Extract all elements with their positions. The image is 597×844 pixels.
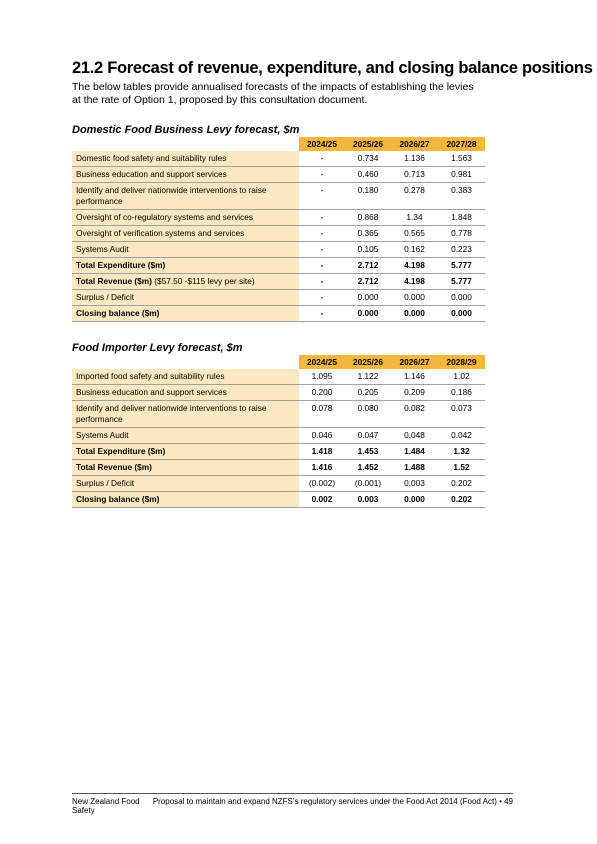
table-row: [72, 428, 485, 444]
row-label-text: Identify and deliver nationwide interventions to raise performance: [76, 403, 267, 424]
value-cell: 0.223: [438, 242, 485, 258]
row-label: [72, 385, 299, 401]
value-cell: (0.002): [299, 476, 345, 492]
value-cell: 0.003: [391, 476, 438, 492]
row-label: [72, 183, 299, 210]
domestic-levy-table: [72, 137, 485, 322]
header-blank-cell: [72, 137, 299, 151]
page-footer: [72, 793, 513, 815]
column-header: 2025/26: [345, 137, 391, 151]
table-row: [72, 401, 485, 428]
row-label-text: Closing balance ($m): [76, 494, 160, 504]
value-cell: -: [299, 258, 345, 274]
row-label-text: Total Expenditure ($m): [76, 260, 166, 270]
value-cell: 1.848: [438, 210, 485, 226]
value-cell: 0.000: [345, 290, 391, 306]
row-label: [72, 258, 299, 274]
table-row: [72, 369, 485, 385]
value-cell: -: [299, 151, 345, 167]
row-label-text: Systems Audit: [76, 430, 129, 440]
value-cell: 0.460: [345, 167, 391, 183]
row-label-text: Oversight of verification systems and services: [76, 228, 245, 238]
value-cell: 0.046: [299, 428, 345, 444]
value-cell: 4.198: [391, 274, 438, 290]
value-cell: 0.565: [391, 226, 438, 242]
column-header: 2027/28: [438, 137, 485, 151]
value-cell: 0.202: [438, 492, 485, 508]
row-label: [72, 428, 299, 444]
value-cell: 1.488: [391, 460, 438, 476]
value-cell: 0.000: [391, 290, 438, 306]
value-cell: 2.712: [345, 274, 391, 290]
value-cell: 1.136: [391, 151, 438, 167]
value-cell: 0.868: [345, 210, 391, 226]
value-cell: 0.383: [438, 183, 485, 210]
table-row: [72, 151, 485, 167]
value-cell: -: [299, 274, 345, 290]
value-cell: 1.34: [391, 210, 438, 226]
row-label-text: Imported food safety and suitability rules: [76, 371, 225, 381]
value-cell: 0.162: [391, 242, 438, 258]
row-label: [72, 167, 299, 183]
value-cell: 0.734: [345, 151, 391, 167]
value-cell: 1.416: [299, 460, 345, 476]
value-cell: 0.003: [345, 492, 391, 508]
value-cell: 1.563: [438, 151, 485, 167]
column-header: 2026/27: [391, 137, 438, 151]
value-cell: 1.484: [391, 444, 438, 460]
row-label: [72, 492, 299, 508]
intro-paragraph: The below tables provide annualised forecasts of the impacts of establishing the levies at the rate of Option 1, proposed by this consultation document.: [72, 81, 474, 106]
value-cell: 2.712: [345, 258, 391, 274]
table-row: [72, 167, 485, 183]
value-cell: 1.122: [345, 369, 391, 385]
value-cell: -: [299, 183, 345, 210]
value-cell: 0.713: [391, 167, 438, 183]
importer-levy-table: [72, 355, 485, 508]
row-label: [72, 460, 299, 476]
value-cell: 0.002: [299, 492, 345, 508]
value-cell: 4.198: [391, 258, 438, 274]
value-cell: 1.32: [438, 444, 485, 460]
value-cell: -: [299, 167, 345, 183]
row-label: [72, 444, 299, 460]
row-label-text: Total Revenue ($m): [76, 462, 152, 472]
value-cell: -: [299, 242, 345, 258]
value-cell: 5.777: [438, 274, 485, 290]
table-row: [72, 444, 485, 460]
domestic-table-title: Domestic Food Business Levy forecast, $m: [72, 124, 300, 136]
row-label: [72, 476, 299, 492]
value-cell: 1.095: [299, 369, 345, 385]
value-cell: 0.048: [391, 428, 438, 444]
value-cell: 1.52: [438, 460, 485, 476]
table-row: [72, 290, 485, 306]
value-cell: 5.777: [438, 258, 485, 274]
value-cell: 0.778: [438, 226, 485, 242]
value-cell: 0.000: [391, 492, 438, 508]
row-label-text: Business education and support services: [76, 387, 227, 397]
header-blank-cell: [72, 355, 299, 369]
table-row: [72, 242, 485, 258]
importer-table-body: [72, 369, 485, 508]
row-label: [72, 290, 299, 306]
value-cell: 1.418: [299, 444, 345, 460]
row-label-text: Surplus / Deficit: [76, 292, 135, 302]
value-cell: 0.000: [391, 306, 438, 322]
value-cell: -: [299, 210, 345, 226]
row-label-text: Surplus / Deficit: [76, 478, 135, 488]
table-header-row: [72, 137, 485, 151]
value-cell: 0.080: [345, 401, 391, 428]
value-cell: 0.205: [345, 385, 391, 401]
column-header: 2025/26: [345, 355, 391, 369]
table-row: [72, 306, 485, 322]
value-cell: 0.186: [438, 385, 485, 401]
domestic-levy-section: [72, 124, 485, 322]
value-cell: -: [299, 290, 345, 306]
row-label: [72, 226, 299, 242]
row-label: [72, 274, 299, 290]
row-label: [72, 242, 299, 258]
table-row: [72, 274, 485, 290]
domestic-table-body: [72, 151, 485, 322]
row-label-note: ($57.50 -$115 levy per site): [151, 276, 255, 286]
row-label-text: Identify and deliver nationwide interventions to raise performance: [76, 185, 267, 206]
table-row: [72, 183, 485, 210]
value-cell: 0.082: [391, 401, 438, 428]
row-label-text: Domestic food safety and suitability rules: [76, 153, 227, 163]
table-row: [72, 460, 485, 476]
value-cell: 0.209: [391, 385, 438, 401]
value-cell: 0.278: [391, 183, 438, 210]
value-cell: 0.202: [438, 476, 485, 492]
value-cell: 0.078: [299, 401, 345, 428]
footer-right: Proposal to maintain and expand NZFS’s regulatory services under the Food Act 2014 (Food Act) • 49: [152, 797, 513, 806]
value-cell: 0.073: [438, 401, 485, 428]
row-label-text: Total Revenue ($m): [76, 276, 152, 286]
value-cell: -: [299, 226, 345, 242]
value-cell: 0.200: [299, 385, 345, 401]
table-row: [72, 476, 485, 492]
value-cell: 0.000: [438, 306, 485, 322]
row-label: [72, 369, 299, 385]
section-heading: 21.2 Forecast of revenue, expenditure, and closing balance positions: [72, 59, 593, 77]
table-row: [72, 258, 485, 274]
value-cell: 1.452: [345, 460, 391, 476]
column-header: 2024/25: [299, 355, 345, 369]
row-label: [72, 306, 299, 322]
table-row: [72, 492, 485, 508]
page-content: [72, 58, 593, 508]
value-cell: 0.000: [438, 290, 485, 306]
value-cell: 0.105: [345, 242, 391, 258]
value-cell: -: [299, 306, 345, 322]
row-label-text: Oversight of co-regulatory systems and services: [76, 212, 254, 222]
value-cell: 0.000: [345, 306, 391, 322]
column-header: 2024/25: [299, 137, 345, 151]
value-cell: 1.02: [438, 369, 485, 385]
value-cell: 1.146: [391, 369, 438, 385]
table-header-row: [72, 355, 485, 369]
column-header: 2028/29: [438, 355, 485, 369]
value-cell: 0.042: [438, 428, 485, 444]
table-row: [72, 385, 485, 401]
value-cell: 0.365: [345, 226, 391, 242]
row-label: [72, 151, 299, 167]
value-cell: 0.180: [345, 183, 391, 210]
table-row: [72, 210, 485, 226]
table-row: [72, 226, 485, 242]
row-label: [72, 210, 299, 226]
importer-levy-section: [72, 342, 485, 508]
value-cell: 1.453: [345, 444, 391, 460]
value-cell: 0.981: [438, 167, 485, 183]
value-cell: 0.047: [345, 428, 391, 444]
value-cell: (0.001): [345, 476, 391, 492]
row-label: [72, 401, 299, 428]
importer-table-title: Food Importer Levy forecast, $m: [72, 342, 243, 354]
row-label-text: Total Expenditure ($m): [76, 446, 166, 456]
row-label-text: Business education and support services: [76, 169, 227, 179]
row-label-text: Closing balance ($m): [76, 308, 160, 318]
row-label-text: Systems Audit: [76, 244, 129, 254]
column-header: 2026/27: [391, 355, 438, 369]
footer-left: New Zealand Food Safety: [72, 797, 140, 815]
